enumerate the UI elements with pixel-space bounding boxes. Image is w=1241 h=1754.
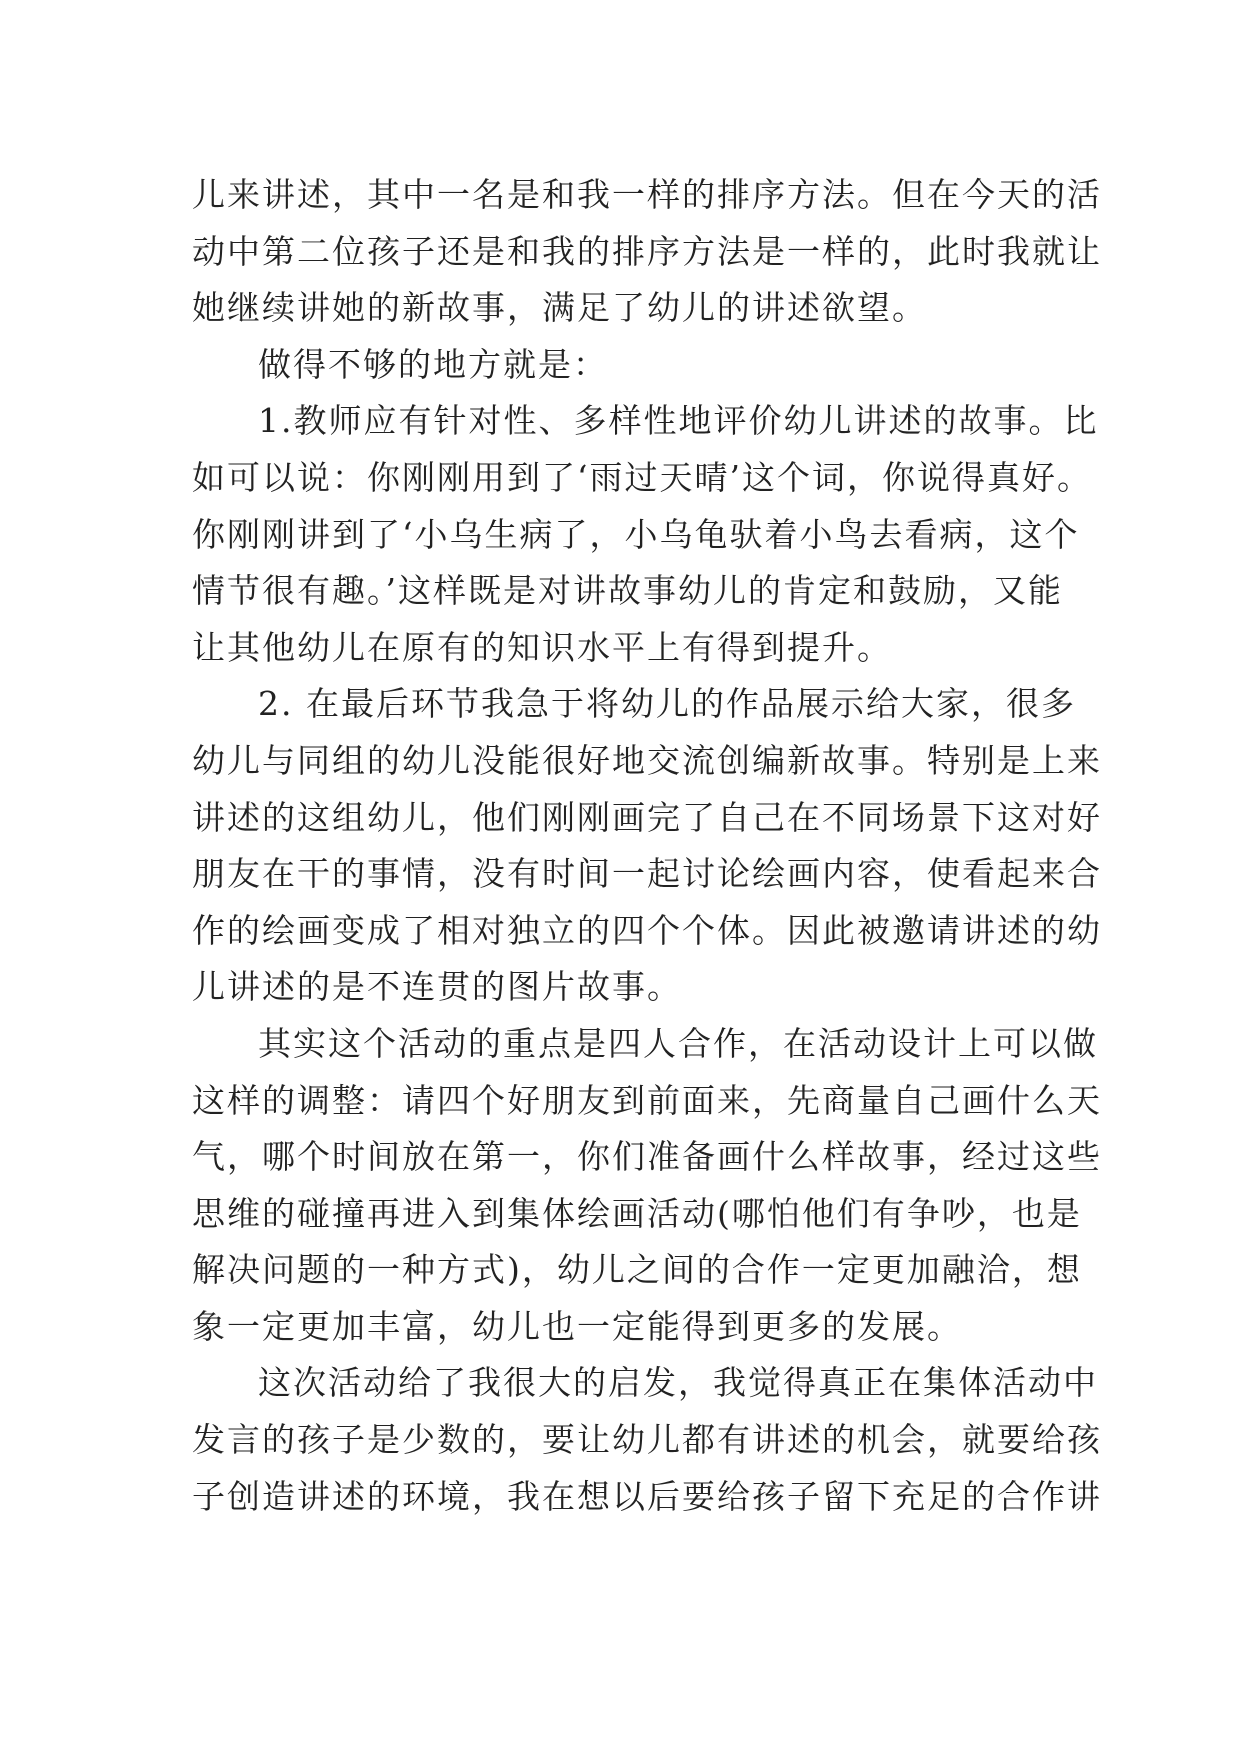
text-line: 幼儿与同组的幼儿没能很好地交流创编新故事。特别是上来 bbox=[192, 740, 1102, 780]
text-line: 作的绘画变成了相对独立的四个个体。因此被邀请讲述的幼 bbox=[192, 910, 1102, 950]
text-line: 解决问题的一种方式)，幼儿之间的合作一定更加融洽，想 bbox=[192, 1250, 1082, 1290]
text-line: 子创造讲述的环境，我在想以后要给孩子留下充足的合作讲 bbox=[192, 1476, 1102, 1516]
text-line: 儿来讲述，其中一名是和我一样的排序方法。但在今天的活 bbox=[192, 175, 1102, 214]
text-line: 发言的孩子是少数的，要让幼儿都有讲述的机会，就要给孩 bbox=[192, 1420, 1102, 1460]
text-line: 情节很有趣。’这样既是对讲故事幼儿的肯定和鼓励，又能 bbox=[192, 571, 1063, 611]
text-line: 做得不够的地方就是： bbox=[258, 344, 608, 384]
text-line: 这次活动给了我很大的启发，我觉得真正在集体活动中 bbox=[258, 1363, 1098, 1403]
text-line: 气，哪个时间放在第一，你们准备画什么样故事，经过这些 bbox=[192, 1137, 1102, 1177]
text-line: 你刚刚讲到了‘小乌生病了，小乌龟驮着小鸟去看病，这个 bbox=[192, 514, 1080, 554]
text-line: 如可以说：你刚刚用到了‘雨过天晴’这个词，你说得真好。 bbox=[192, 457, 1092, 497]
text-line: 动中第二位孩子还是和我的排序方法是一样的，此时我就让 bbox=[192, 231, 1102, 271]
text-line: 思维的碰撞再进入到集体绘画活动(哪怕他们有争吵，也是 bbox=[192, 1193, 1082, 1233]
text-line: 1.教师应有针对性、多样性地评价幼儿讲述的故事。比 bbox=[258, 401, 1099, 441]
text-line: 2. 在最后环节我急于将幼儿的作品展示给大家，很多 bbox=[258, 684, 1076, 724]
text-line: 她继续讲她的新故事，满足了幼儿的讲述欲望。 bbox=[192, 288, 927, 328]
text-line: 其实这个活动的重点是四人合作，在活动设计上可以做 bbox=[258, 1023, 1098, 1063]
text-line: 儿讲述的是不连贯的图片故事。 bbox=[192, 967, 682, 1007]
text-line: 让其他幼儿在原有的知识水平上有得到提升。 bbox=[192, 627, 892, 667]
text-line: 这样的调整：请四个好朋友到前面来，先商量自己画什么天 bbox=[192, 1080, 1102, 1120]
text-line: 朋友在干的事情，没有时间一起讨论绘画内容，使看起来合 bbox=[192, 854, 1102, 894]
text-line: 象一定更加丰富，幼儿也一定能得到更多的发展。 bbox=[192, 1306, 962, 1346]
body-text bbox=[192, 167, 1102, 1525]
text-line: 讲述的这组幼儿，他们刚刚画完了自己在不同场景下这对好 bbox=[192, 797, 1102, 837]
